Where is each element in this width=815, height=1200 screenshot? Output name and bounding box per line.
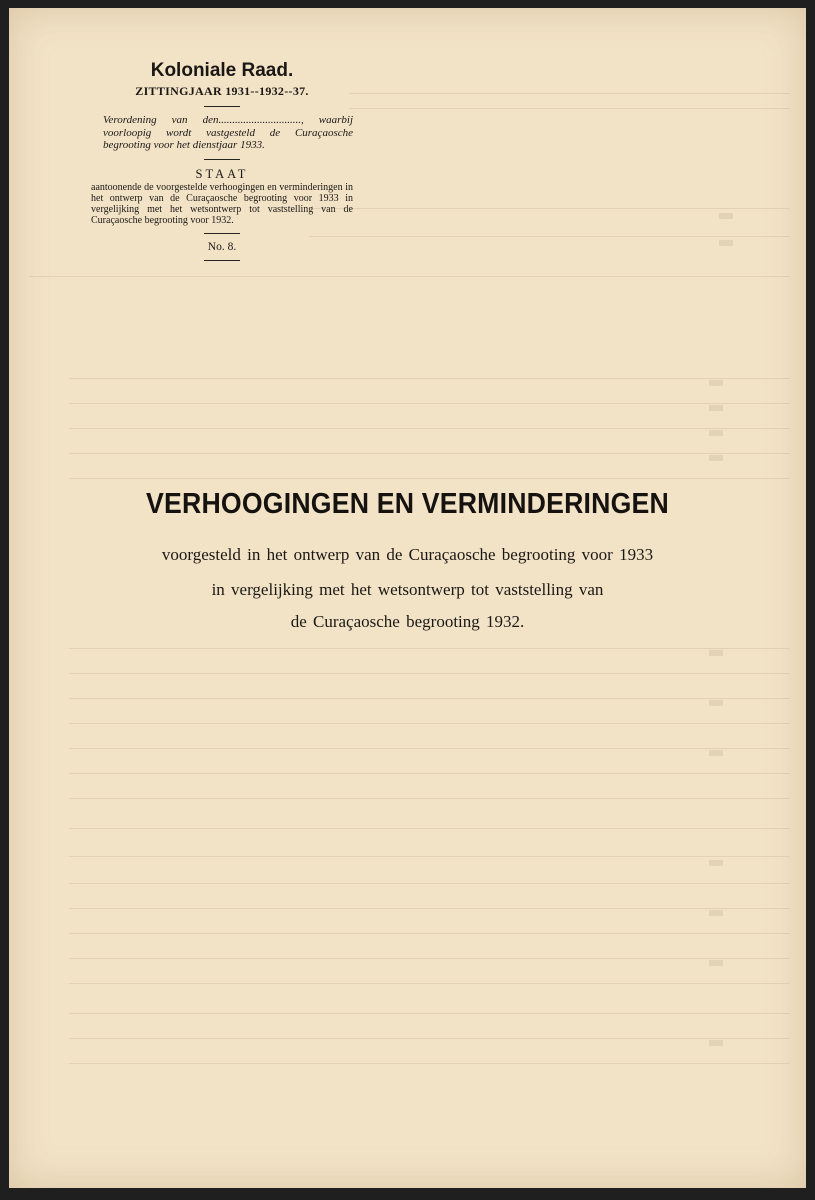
show-through-line	[69, 698, 789, 699]
show-through-mark	[709, 455, 723, 461]
show-through-mark	[709, 860, 723, 866]
show-through-line	[69, 1063, 789, 1064]
show-through-line	[69, 428, 789, 429]
show-through-line	[69, 453, 789, 454]
show-through-mark	[709, 650, 723, 656]
show-through-line	[69, 983, 789, 984]
show-through-mark	[709, 750, 723, 756]
show-through-mark	[709, 700, 723, 706]
show-through-line	[349, 108, 789, 109]
divider	[204, 260, 240, 261]
staat-description: aantoonende de voorgestelde verhoogingen en verminderingen in het ontwerp van de Curaçaosche begrooting voor 1933 in vergelijking met het wetsontwerp tot vaststelling van de Curaçaosche begrooting voor 1932.	[91, 181, 353, 226]
show-through-line	[69, 856, 789, 857]
show-through-mark	[719, 213, 733, 219]
divider	[204, 233, 240, 234]
show-through-mark	[709, 430, 723, 436]
show-through-line	[309, 208, 789, 209]
document-number: No. 8.	[207, 240, 237, 253]
show-through-line	[69, 908, 789, 909]
show-through-line	[69, 798, 789, 799]
divider	[204, 159, 240, 160]
session-year: ZITTINGJAAR 1931--1932--37.	[135, 84, 309, 98]
show-through-line	[69, 828, 789, 829]
show-through-mark	[709, 960, 723, 966]
show-through-line	[29, 276, 789, 277]
show-through-mark	[709, 405, 723, 411]
show-through-line	[69, 378, 789, 379]
header-block	[91, 60, 353, 268]
show-through-line	[69, 1038, 789, 1039]
ordinance-text: Verordening van den.............................., waarbij voorloopig wordt vastgesteld de Curaçaosche begrooting voor het dienstjaar 1933.	[103, 114, 353, 151]
show-through-line	[69, 1013, 789, 1014]
show-through-line	[69, 958, 789, 959]
show-through-mark	[709, 380, 723, 386]
staat-title: STAAT	[195, 166, 249, 181]
subtitle-line-1: voorgesteld in het ontwerp van de Curaçaosche begrooting voor 1933	[161, 545, 654, 564]
show-through-line	[69, 773, 789, 774]
show-through-line	[69, 933, 789, 934]
show-through-mark	[719, 240, 733, 246]
show-through-line	[309, 236, 789, 237]
main-title: VERHOOGINGEN EN VERMINDERINGEN	[146, 488, 669, 520]
subtitle-line-3: de Curaçaosche begrooting 1932.	[290, 612, 525, 631]
council-title: Koloniale Raad.	[150, 60, 294, 81]
show-through-mark	[709, 910, 723, 916]
show-through-line	[349, 93, 789, 94]
subtitle-line-2: in vergelijking met het wetsontwerp tot vaststelling van	[211, 580, 604, 599]
show-through-line	[69, 883, 789, 884]
show-through-line	[69, 403, 789, 404]
show-through-line	[69, 648, 789, 649]
show-through-line	[69, 478, 789, 479]
show-through-mark	[709, 1040, 723, 1046]
show-through-line	[69, 748, 789, 749]
divider	[204, 106, 240, 107]
show-through-line	[69, 673, 789, 674]
show-through-line	[69, 723, 789, 724]
